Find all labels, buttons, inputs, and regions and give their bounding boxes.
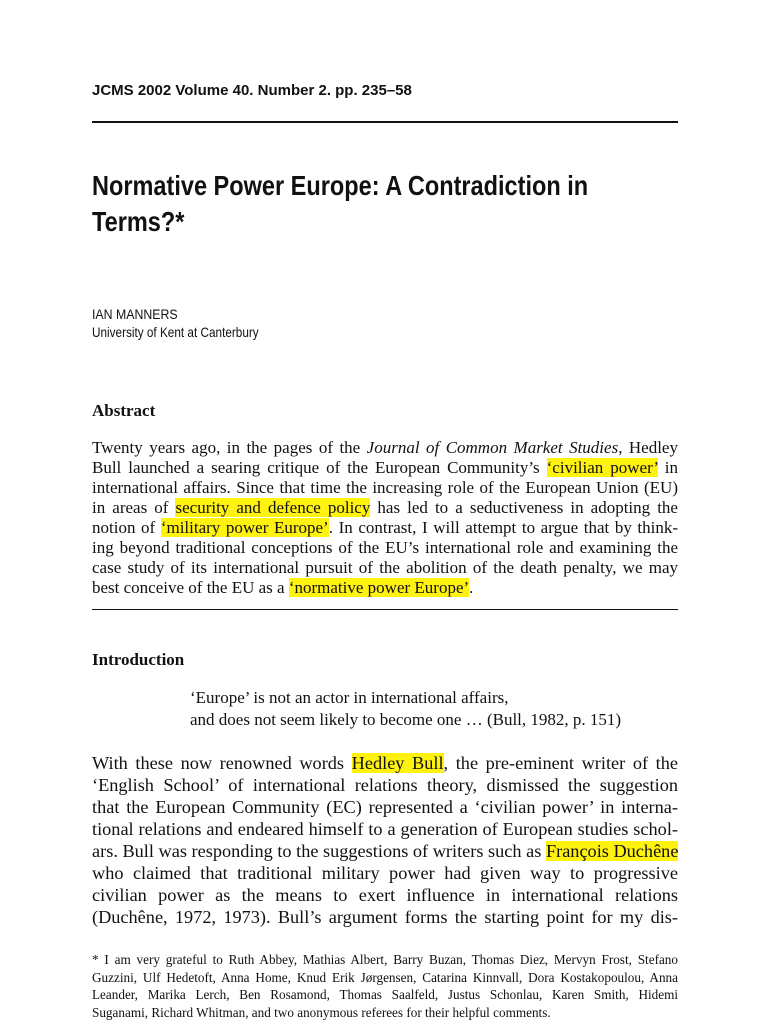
body-line: civilian power as the means to exert influence in international relations	[92, 885, 678, 905]
introduction-body	[92, 752, 678, 928]
footnote-line: Leander, Marika Lerch, Ben Rosamond, Thomas Saalfeld, Justus Schonlau, Karen Smith, Hidemi	[92, 987, 678, 1002]
abstract-heading: Abstract	[92, 401, 156, 420]
highlight: Hedley Bull	[351, 753, 444, 773]
title-line-1: Normative Power Europe: A Contradiction in	[92, 170, 589, 201]
body-line: that the European Community (EC) represented a ‘civilian power’ in interna-	[92, 797, 678, 817]
footnote	[92, 951, 678, 1021]
abstract-line: in areas of security and defence policy has led to a seductiveness in adopting the	[92, 498, 678, 517]
header-rule	[92, 121, 678, 123]
highlight: ‘military power Europe’	[160, 518, 329, 537]
abstract-line: notion of ‘military power Europe’. In contrast, I will attempt to argue that by think-	[92, 518, 679, 537]
abstract-rule	[92, 609, 678, 610]
abstract-body	[92, 438, 678, 598]
abstract-line: ing beyond traditional conceptions of the EU’s international role and examining the	[92, 538, 678, 557]
highlight: ‘civilian power’	[546, 458, 658, 477]
highlight: ‘normative power Europe’	[288, 578, 470, 597]
block-quote	[190, 687, 621, 731]
article-title	[92, 168, 588, 240]
abstract-line: best conceive of the EU as a ‘normative power Europe’.	[92, 578, 474, 597]
footnote-line: * I am very grateful to Ruth Abbey, Mathias Albert, Barry Buzan, Thomas Diez, Mervyn Frost, Stefano	[92, 952, 678, 967]
body-line: With these now renowned words Hedley Bull, the pre-eminent writer of the	[92, 753, 678, 773]
footnote-line: Suganami, Richard Whitman, and two anonymous referees for their helpful comments.	[92, 1004, 551, 1020]
title-line-2: Terms?*	[92, 206, 185, 237]
highlight: security and defence policy	[175, 498, 371, 517]
abstract-line: case study of its international pursuit of the abolition of the death penalty, we may	[92, 558, 678, 577]
introduction-heading: Introduction	[92, 650, 185, 669]
body-line: ‘English School’ of international relations theory, dismissed the suggestion	[92, 775, 678, 795]
abstract-line: international affairs. Since that time the increasing role of the European Union (EU)	[92, 478, 678, 497]
body-line: ars. Bull was responding to the suggestions of writers such as François Duchêne	[92, 841, 679, 861]
journal-citation: JCMS 2002 Volume 40. Number 2. pp. 235–58	[92, 82, 412, 99]
highlight: François Duchêne	[545, 841, 679, 861]
footnote-line: Guzzini, Ulf Hedetoft, Anna Home, Knud Erik Jørgensen, Catarina Kinnvall, Dora Kostakopoulou, Anna	[92, 969, 678, 985]
body-line: who claimed that traditional military power had given way to progressive	[92, 863, 678, 883]
body-line: (Duchêne, 1972, 1973). Bull’s argument forms the starting point for my dis-	[92, 907, 678, 927]
body-line: tional relations and endeared himself to a generation of European studies schol-	[92, 819, 678, 839]
abstract-line: Bull launched a searing critique of the European Community’s ‘civilian power’ in	[92, 458, 678, 477]
quote-line: ‘Europe’ is not an actor in international affairs,	[190, 688, 509, 707]
quote-line: and does not seem likely to become one … (Bull, 1982, p. 151)	[190, 710, 622, 729]
journal-name-italic: Journal of Common Market Studies	[366, 438, 619, 457]
abstract-line: Twenty years ago, in the pages of the Journal of Common Market Studies, Hedley	[92, 438, 678, 457]
author-name: IAN MANNERS	[92, 306, 178, 322]
author-affiliation: University of Kent at Canterbury	[92, 324, 259, 340]
